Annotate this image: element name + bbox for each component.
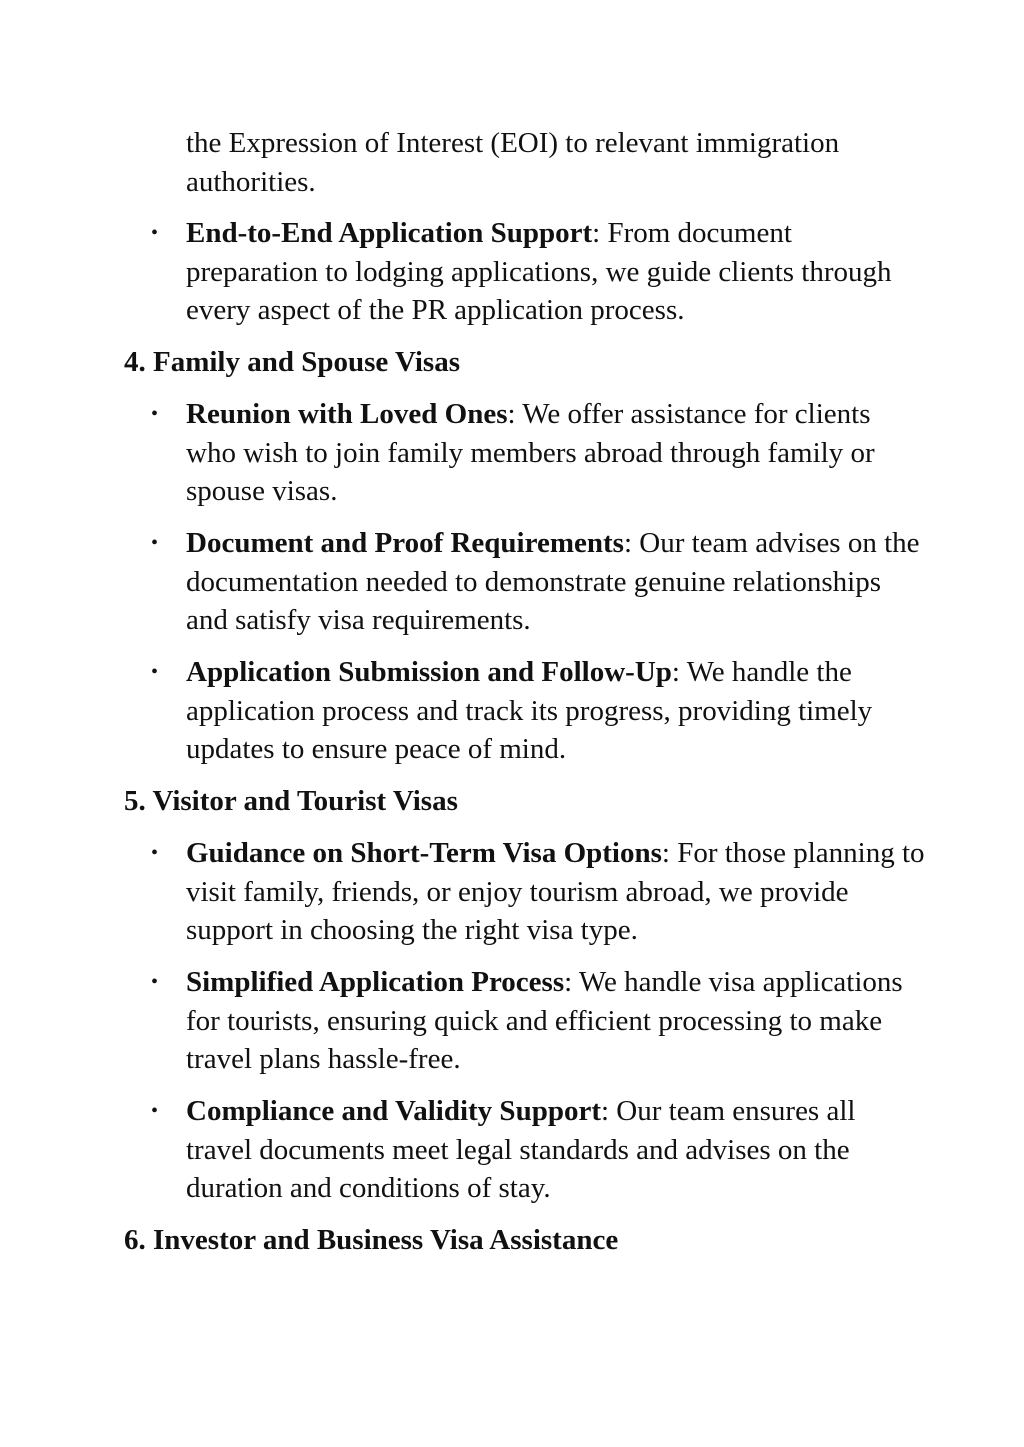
list-item-term: Reunion with Loved Ones [186,398,508,430]
list-item-text: : Our team ensures all travel documents meet legal standards and advises on the duration and conditions of stay. [186,1095,856,1205]
list-item-term: Compliance and Validity Support [186,1095,601,1127]
bullet-icon: • [151,403,159,425]
list-item [151,653,926,769]
bullet-icon: • [151,842,159,864]
list-item-term: Simplified Application Process [186,966,565,998]
section-heading: 4. Family and Spouse Visas [124,346,461,378]
list-item [151,834,926,950]
list-item-term: Guidance on Short-Term Visa Options [186,837,662,869]
list-item-text: : For those planning to visit family, friends, or enjoy tourism abroad, we provide support in choosing the right visa type. [186,837,925,947]
section-heading: 5. Visitor and Tourist Visas [124,785,458,817]
bullet-icon: • [151,532,159,554]
list-item [151,395,926,511]
bullet-icon: • [151,1100,159,1122]
list-item [151,214,926,330]
continuation-paragraph: the Expression of Interest (EOI) to relevant immigration authorities. [186,127,840,198]
list-item-term: Document and Proof Requirements [186,527,624,559]
bullet-icon: • [151,222,159,244]
list-item-text: : From document preparation to lodging applications, we guide clients through every aspect of the PR application process. [186,217,892,327]
bullet-icon: • [151,971,159,993]
bullet-icon: • [151,661,159,683]
list-item [151,963,926,1079]
list-item-text: : We handle the application process and track its progress, providing timely updates to ensure peace of mind. [186,656,873,766]
list-item [151,1092,926,1208]
list-item [151,524,926,640]
list-item-text: : We offer assistance for clients who wish to join family members abroad through family or spouse visas. [186,398,875,508]
list-item-text: : We handle visa applications for tourists, ensuring quick and efficient processing to make travel plans hassle-free. [186,966,903,1076]
list-item-term: End-to-End Application Support [186,217,593,249]
section-heading: 6. Investor and Business Visa Assistance [124,1224,619,1256]
list-item-term: Application Submission and Follow-Up [186,656,672,688]
list-item-text: : Our team advises on the documentation needed to demonstrate genuine relationships and satisfy visa requirements. [186,527,920,637]
